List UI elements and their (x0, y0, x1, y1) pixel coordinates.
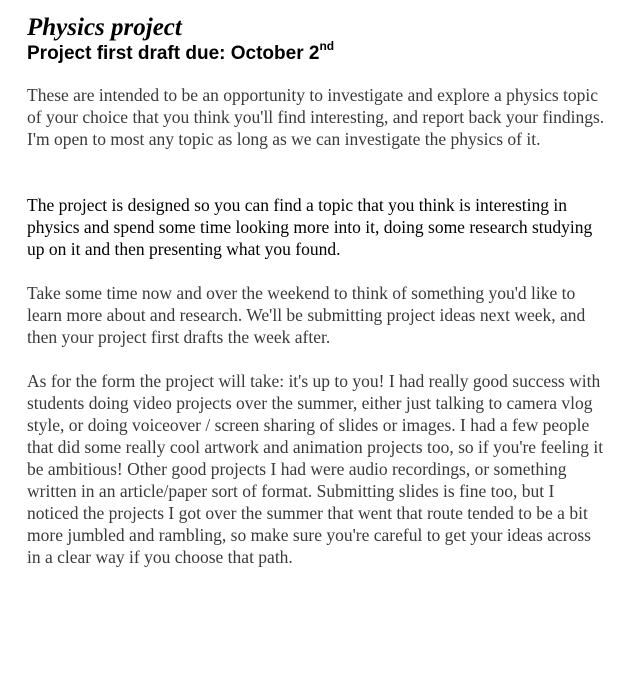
due-date-heading (27, 39, 607, 66)
topic-openness-paragraph: I'm open to most any topic as long as we can investigate the physics of it. (27, 129, 541, 149)
weekend-task-paragraph: Take some time now and over the weekend to think of something you'd like to learn more about and research. We'll be submitting project ideas next week, and then your project first drafts the week after. (27, 283, 586, 347)
due-date-text: Project first draft due: October 2 (27, 43, 320, 64)
intro-paragraph: These are intended to be an opportunity to investigate and explore a physics topic of your choice that you think you'll find interesting, and report back your findings. (27, 85, 605, 127)
intro-section (27, 84, 607, 150)
document-page (27, 14, 607, 568)
due-date-ordinal: nd (319, 39, 335, 53)
project-design-paragraph: The project is designed so you can find a topic that you think is interesting in physics and spend some time looking more into it, doing some research studying up on it and then presenting what you found. (27, 195, 593, 259)
document-title: Physics project (27, 14, 182, 41)
project-form-paragraph: As for the form the project will take: it's up to you! I had really good success with students doing video projects over the summer, either just talking to camera vlog style, or doing voiceover / screen sharing of slides or images. I had a few people that did some really cool artwork and animation projects too, so if you're feeling it be ambitious! Other good projects I had were audio recordings, or something written in an article/paper sort of format. Submitting slides is fine too, but I noticed the projects I got over the summer that went that route tended to be a bit more jumbled and rambling, so make sure you're careful to get your ideas across in a clear way if you choose that path. (27, 371, 604, 567)
